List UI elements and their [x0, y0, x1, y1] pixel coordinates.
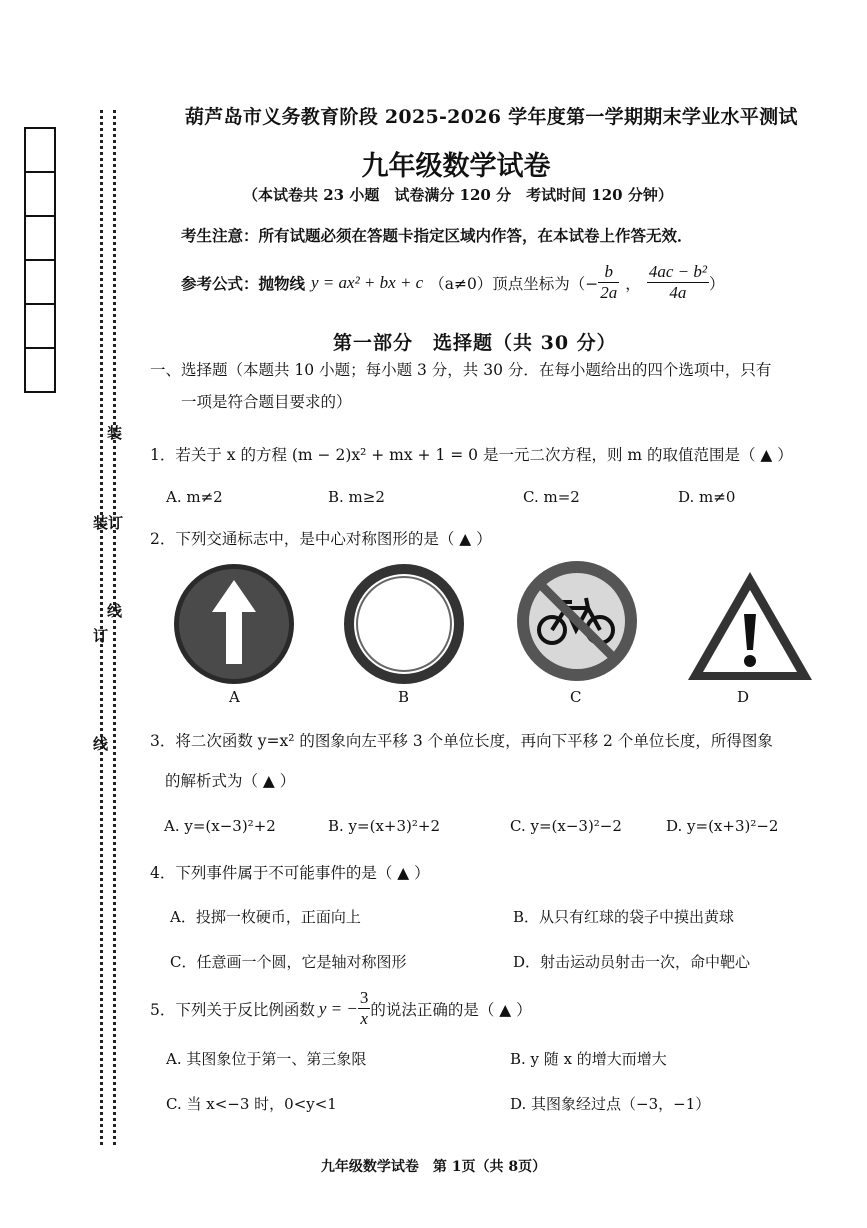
formula-condition: （a≠0）顶点坐标为（−	[429, 274, 599, 293]
fraction-numerator: b	[598, 262, 619, 283]
sign-a-label: A	[229, 688, 240, 706]
exam-info: （本试卷共 23 小题 试卷满分 120 分 考试时间 120 分钟）	[243, 186, 673, 204]
binding-char: 装	[107, 424, 123, 442]
question-3-option-c: C. y=(x−3)²−2	[510, 817, 622, 835]
question-5-option-b: B. y 随 x 的增大而增大	[510, 1050, 667, 1068]
question-5-stem	[150, 988, 532, 1029]
question-2-stem: 2．下列交通标志中，是中心对称图形的是（ ▲ ）	[150, 530, 492, 548]
binding-char: 装	[93, 514, 109, 532]
formula-expression: y = ax² + bx + c	[311, 272, 424, 292]
sign-d-label: D	[737, 688, 750, 706]
fraction-denominator: 2a	[600, 283, 618, 302]
formula-comma: ，	[625, 274, 641, 293]
sign-c-label: C	[570, 688, 582, 706]
binding-char: 订	[93, 627, 109, 645]
question-5-stem-prefix: 5．下列关于反比例函数	[150, 1000, 315, 1019]
question-3-option-a: A. y=(x−3)²+2	[164, 817, 276, 835]
question-1-option-d: D. m≠0	[678, 488, 736, 506]
section-title: 第一部分 选择题（共 30 分）	[333, 332, 617, 354]
binding-char: 线	[93, 735, 109, 753]
fraction-denominator: x	[360, 1009, 368, 1028]
fraction-denominator: 4a	[669, 283, 687, 302]
binding-box	[26, 217, 54, 261]
fraction-numerator: 3	[359, 988, 369, 1007]
question-4-option-a: A．投掷一枚硬币，正面向上	[170, 908, 361, 926]
question-3-stem-line1: 3．将二次函数 y=x² 的图象向左平移 3 个单位长度，再向下平移 2 个单位长度，所得图象	[150, 732, 773, 750]
formula-fraction-y	[647, 262, 709, 303]
question-4-option-b: B．从只有红球的袋子中摸出黄球	[513, 908, 735, 926]
binding-box	[26, 305, 54, 349]
exam-title: 葫芦岛市义务教育阶段 2025-2026 学年度第一学期期末学业水平测试	[185, 106, 798, 128]
question-1-option-c: C. m=2	[523, 488, 580, 506]
section-instruction-line1: 一、选择题（本题共 10 小题；每小题 3 分，共 30 分．在每小题给出的四个选项中，只有	[150, 361, 772, 379]
fraction-numerator: 4ac − b²	[648, 262, 707, 281]
formula-fraction-x	[598, 262, 619, 303]
exam-notice: 考生注意：所有试题必须在答题卡指定区域内作答，在本试卷上作答无效．	[181, 226, 693, 245]
page-footer: 九年级数学试卷 第 1页（共 8页）	[320, 1159, 547, 1175]
question-3-option-b: B. y=(x+3)²+2	[328, 817, 441, 835]
sign-a-straight-ahead-icon	[172, 562, 296, 686]
question-5-function: y = −	[318, 998, 358, 1018]
reference-formula	[181, 262, 724, 303]
question-5-fraction	[358, 988, 371, 1029]
sign-c-no-bicycles-icon	[514, 558, 640, 684]
exam-subtitle	[0, 144, 867, 183]
section-instruction-line2: 一项是符合题目要求的）	[181, 393, 352, 411]
question-1-option-a: A. m≠2	[166, 488, 223, 506]
exam-subtitle-text: 九年级数学试卷	[361, 151, 551, 182]
binding-char: 线	[107, 602, 123, 620]
question-4-option-d: D．射击运动员射击一次，命中靶心	[513, 953, 751, 971]
question-4-stem: 4．下列事件属于不可能事件的是（ ▲ ）	[150, 864, 430, 882]
binding-box	[26, 261, 54, 305]
question-4-option-c: C．任意画一个圆，它是轴对称图形	[170, 953, 407, 971]
question-5-option-d: D. 其图象经过点（−3，−1）	[510, 1095, 711, 1113]
binding-char: 订	[108, 514, 124, 532]
question-3-option-d: D. y=(x+3)²−2	[666, 817, 779, 835]
question-1-stem: 1．若关于 x 的方程 (m − 2)x² + mx + 1 = 0 是一元二次方程，则 m 的取值范围是（ ▲ ）	[150, 446, 793, 464]
binding-line-inner	[113, 110, 116, 1145]
question-5-stem-suffix: 的说法正确的是（ ▲ ）	[370, 1000, 532, 1019]
question-3-stem-line2: 的解析式为（ ▲ ）	[165, 772, 296, 790]
sign-b-no-vehicles-icon	[342, 562, 466, 686]
sign-d-warning-icon	[684, 568, 816, 684]
binding-box	[26, 349, 54, 391]
formula-prefix: 参考公式：抛物线	[181, 273, 306, 293]
formula-end: ）	[708, 274, 725, 293]
question-5-option-a: A. 其图象位于第一、第三象限	[166, 1050, 367, 1068]
sign-b-label: B	[398, 688, 410, 706]
question-5-option-c: C. 当 x<−3 时，0<y<1	[166, 1095, 337, 1113]
question-1-option-b: B. m≥2	[328, 488, 385, 506]
